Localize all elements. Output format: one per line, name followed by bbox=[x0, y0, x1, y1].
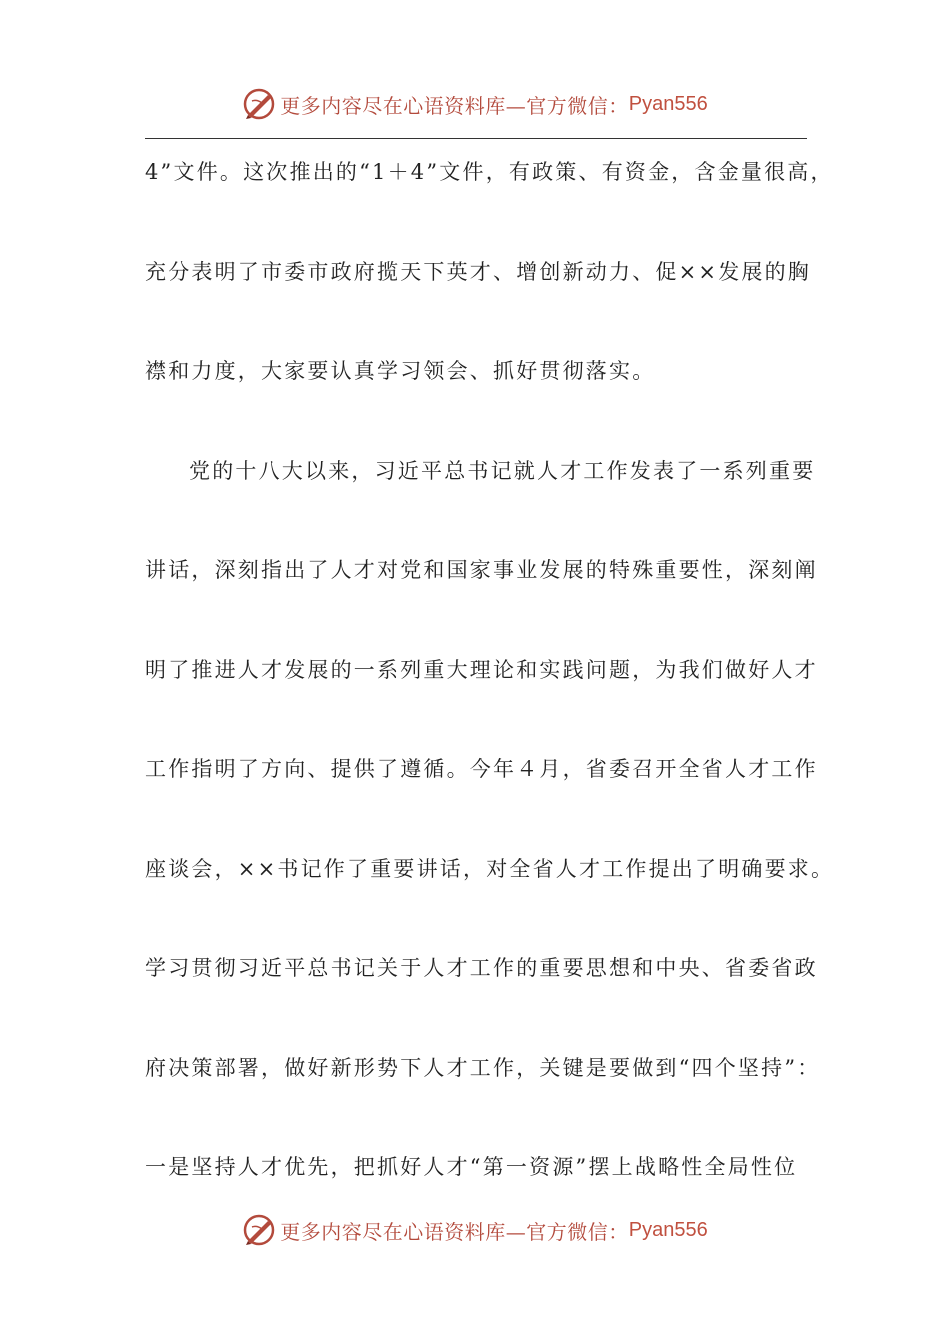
pen-logo-icon bbox=[242, 1213, 276, 1247]
document-body bbox=[145, 148, 835, 1243]
paragraph-line: 明了推进人才发展的一系列重大理论和实践问题，为我们做好人才 bbox=[145, 657, 818, 682]
paragraph-line: 讲话，深刻指出了人才对党和国家事业发展的特殊重要性，深刻阐 bbox=[145, 558, 818, 582]
paragraph-line: 4”文件。这次推出的“1＋4”文件，有政策、有资金，含金量很高， bbox=[145, 160, 834, 184]
paragraph-line: 一是坚持人才优先，把抓好人才“第一资源”摆上战略性全局性位 bbox=[145, 1155, 798, 1179]
footer-banner-wechat-id: Pyan556 bbox=[628, 1218, 708, 1241]
header-banner-wechat-id: Pyan556 bbox=[628, 92, 708, 115]
paragraph-line: 襟和力度，大家要认真学习领会、抓好贯彻落实。 bbox=[145, 359, 656, 383]
footer-banner bbox=[0, 1210, 950, 1250]
header-divider bbox=[145, 138, 807, 139]
paragraph-line: 充分表明了市委市政府揽天下英才、增创新动力、促××发展的胸 bbox=[145, 259, 811, 284]
paragraph-line: 府决策部署，做好新形势下人才工作，关键是要做到“四个坚持”： bbox=[145, 1055, 821, 1080]
header-banner-text: 更多内容尽在心语资料库—官方微信： bbox=[280, 93, 629, 118]
paragraph-line: 党的十八大以来，习近平总书记就人才工作发表了一系列重要 bbox=[189, 458, 816, 483]
footer-banner-text: 更多内容尽在心语资料库—官方微信： bbox=[280, 1219, 629, 1244]
paragraph-line: 座谈会，××书记作了重要讲话，对全省人才工作提出了明确要求。 bbox=[145, 856, 835, 881]
pen-logo-icon bbox=[242, 87, 276, 121]
paragraph-line: 学习贯彻习近平总书记关于人才工作的重要思想和中央、省委省政 bbox=[145, 956, 818, 980]
header-banner bbox=[0, 84, 950, 124]
paragraph-line: 工作指明了方向、提供了遵循。今年４月，省委召开全省人才工作 bbox=[145, 757, 818, 781]
